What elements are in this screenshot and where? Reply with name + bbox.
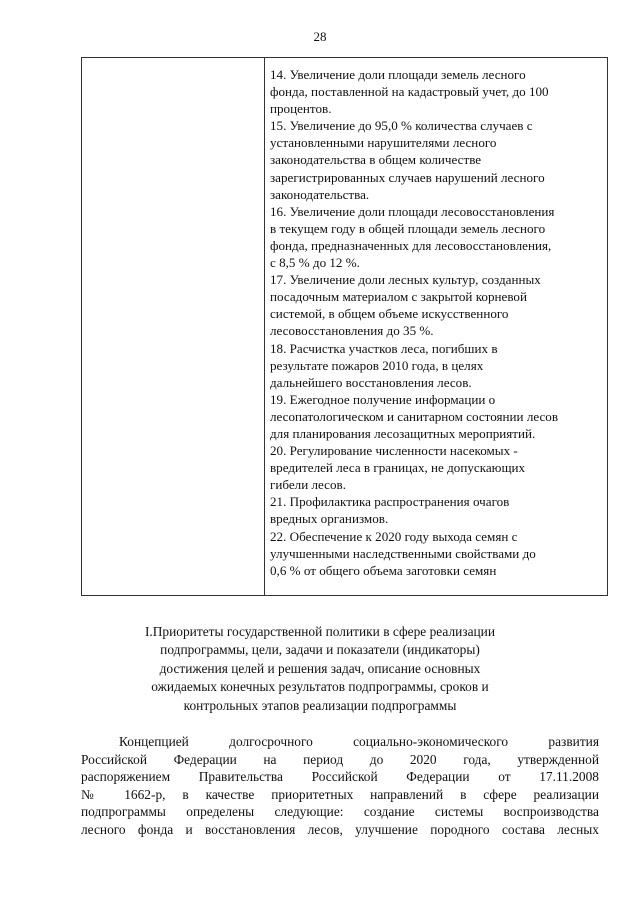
- paragraph-line: № 1662-р, в качестве приоритетных направлений в сфере реализации: [81, 786, 599, 802]
- indicator-line: в текущем году в общей площади земель лесного: [270, 220, 546, 236]
- section-heading-line: контрольных этапов реализации подпрограммы: [183, 697, 457, 713]
- indicator-line: зарегистрированных случаев нарушений лесного: [270, 169, 545, 185]
- indicator-line: 17. Увеличение доли лесных культур, созданных: [270, 272, 541, 288]
- indicator-line: фонда, поставленной на кадастровый учет, до 100: [270, 84, 549, 100]
- paragraph-line: подпрограммы определены следующие: создание системы воспроизводства: [81, 804, 599, 820]
- indicator-line: гибели лесов.: [270, 477, 346, 493]
- indicator-line: дальнейшего восстановления лесов.: [270, 374, 472, 390]
- section-heading-line: подпрограммы, цели, задачи и показатели (индикаторы): [160, 642, 480, 658]
- indicator-line: процентов.: [270, 101, 332, 117]
- indicator-line: улучшенными наследственными свойствами до: [270, 545, 536, 561]
- paragraph-line: лесного фонда и восстановления лесов, улучшение породного состава лесных: [81, 821, 599, 837]
- indicator-line: результате пожаров 2010 года, в целях: [270, 357, 484, 373]
- indicator-line: установленными нарушителями лесного: [270, 135, 497, 151]
- section-heading-line: I.Приоритеты государственной политики в сфере реализации: [144, 624, 496, 639]
- section-heading: [90, 623, 550, 715]
- paragraph-line: Концепцией долгосрочного социально-экономического развития: [119, 734, 599, 749]
- indicator-line: 15. Увеличение до 95,0 % количества случаев с: [270, 118, 533, 134]
- page-number: 28: [313, 29, 327, 44]
- indicator-line: 21. Профилактика распространения очагов: [270, 494, 510, 510]
- table-column-divider: [264, 58, 265, 595]
- paragraph-line: распоряжением Правительства Российской Федерации от 17.11.2008: [81, 769, 599, 785]
- indicator-line: 19. Ежегодное получение информации о: [270, 391, 496, 407]
- body-paragraph: [81, 733, 599, 839]
- indicator-line: 18. Расчистка участков леса, погибших в: [270, 340, 498, 356]
- indicator-line: с 8,5 % до 12 %.: [270, 255, 360, 271]
- indicator-line: лесовосстановления до 35 %.: [270, 323, 434, 339]
- indicator-line: системой, в общем объеме искусственного: [270, 306, 509, 322]
- indicator-line: 14. Увеличение доли площади земель лесного: [270, 67, 526, 82]
- indicator-line: законодательства.: [270, 186, 370, 202]
- indicator-line: 22. Обеспечение к 2020 году выхода семян с: [270, 528, 518, 544]
- indicator-line: вредных организмов.: [270, 511, 389, 527]
- indicators-cell: [270, 66, 605, 579]
- indicator-line: лесопатологическом и санитарном состоянии лесов: [270, 408, 559, 424]
- paragraph-line: Российской Федерации на период до 2020 года, утвержденной: [81, 751, 599, 767]
- section-heading-line: ожидаемых конечных результатов подпрограммы, сроков и: [151, 679, 489, 695]
- indicators-table: [81, 57, 608, 596]
- indicator-line: законодательства в общем количестве: [270, 152, 482, 168]
- section-heading-line: достижения целей и решения задач, описание основных: [159, 660, 481, 676]
- indicator-line: 16. Увеличение доли площади лесовосстановления: [270, 203, 555, 219]
- indicator-line: посадочным материалом с закрытой корневой: [270, 289, 527, 305]
- indicator-line: для планирования лесозащитных мероприятий.: [270, 425, 536, 441]
- indicator-line: 0,6 % от общего объема заготовки семян: [270, 562, 497, 578]
- indicator-line: вредителей леса в границах, не допускающих: [270, 460, 526, 476]
- indicator-line: 20. Регулирование численности насекомых -: [270, 443, 518, 459]
- indicator-line: фонда, предназначенных для лесовосстановления,: [270, 237, 552, 253]
